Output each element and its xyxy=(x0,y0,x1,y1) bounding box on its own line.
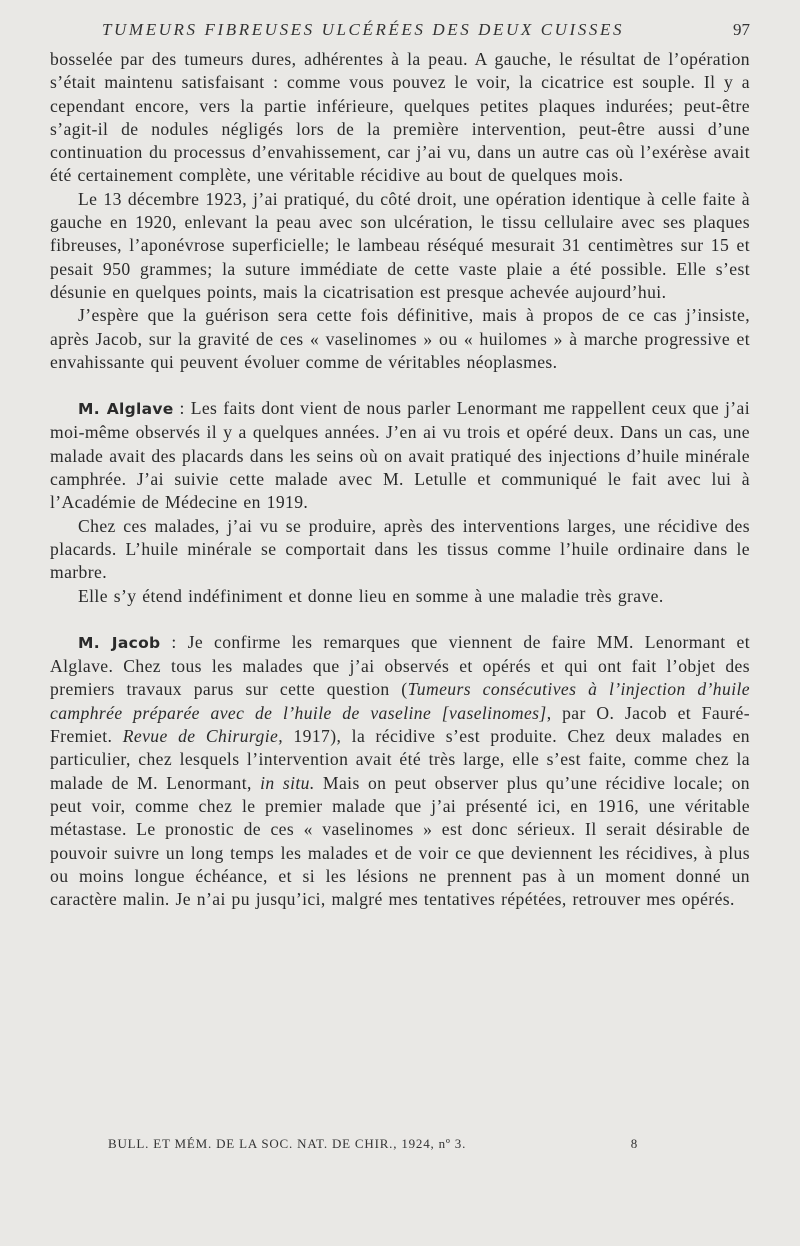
latin-term: in situ. xyxy=(260,772,315,793)
paragraph-operation: Le 13 décembre 1923, j’ai pratiqué, du côté droit, une opération identique à celle faite à gauche en 1920, enlevant la peau avec son ulcération, le tissu cellulaire avec ses plaques fibreuses, l’aponévrose superficielle; le lambeau réséqué mesurait 31 centimètres sur 15 et pesait 950 grammes; la suture immédiate de cette vaste plaie a été possible. Elle s’est désunie en quelques points, mais la cicatrisation est presque achevée aujourd’hui. xyxy=(50,188,750,302)
paragraph-alglave-2: Chez ces malades, j’ai vu se produire, après des interventions larges, une récidive des placards. L’huile minérale se comportait dans les tissus comme l’huile ordinaire dans le marbre. xyxy=(50,515,750,583)
sheet-number: 8 xyxy=(630,1136,638,1151)
paragraph-text: 1917), la récidive s’est produite. Chez deux malades en particulier, chez lesquels l’intervention avait été très large, elle s’est faite, comme chez la malade de M. Lenormant, xyxy=(50,726,751,793)
footer-citation: BULL. ET MÉM. DE LA SOC. NAT. DE CHIR., 1924, nº 3. xyxy=(108,1136,467,1151)
paragraph-alglave xyxy=(50,397,750,514)
body-text xyxy=(50,48,750,911)
citation-title: Tumeurs consécutives à l’injection d’huile camphrée préparée avec de l’huile de vaseline [vaselinomes] xyxy=(50,679,750,723)
running-title: TUMEURS FIBREUSES ULCÉRÉES DES DEUX CUISSES xyxy=(102,20,625,39)
paragraph-text: : Les faits dont vient de nous parler Lenormant me rappellent ceux que j’ai moi-même observés il y a quelques années. J’en ai vu trois et opéré deux. Dans un cas, une malade avait des placards dans les seins où on avait pratiqué des injections d’huile minérale camphrée. J’ai suivie cette malade avec M. Letulle et communiqué le fait avec lui à l’Académie de Médecine en 1919. xyxy=(50,398,750,513)
running-header xyxy=(50,16,750,48)
paragraph-text: : Je confirme les remarques que viennent de faire MM. Lenormant et Alglave. Chez tous les malades que j’ai observés et opérés et qui ont fait l’objet des premiers travaux parus sur cette question ( xyxy=(50,631,750,700)
paragraph-conclusion: J’espère que la guérison sera cette fois définitive, mais à propos de ce cas j’insiste, après Jacob, sur la gravité de ces « vaselinomes » ou « huilomes » à marche progressive et envahissante qui peuvent évoluer comme de véritables néoplasmes. xyxy=(50,305,750,372)
page-number: 97 xyxy=(733,20,750,39)
page-footer xyxy=(108,1136,638,1152)
speaker-name: M. Jacob xyxy=(78,633,161,652)
paragraph-alglave-3: Elle s’y étend indéfiniment et donne lieu en somme à une maladie très grave. xyxy=(78,585,664,606)
speaker-name: M. Alglave xyxy=(78,400,174,419)
journal-title: Revue de Chirurgie, xyxy=(122,726,284,747)
paragraph-text: Mais on peut observer plus qu’une récidive locale; on peut voir, comme chez le premier malade que j’ai présenté ici, en 1916, une véritable métastase. Le pronostic de ces « vaselinomes » est donc sérieux. Il serait désirable de pouvoir suivre un long temps les malades et de voir ce que deviennent les récidives, à plus ou moins longue échéance, et si les lésions ne prennent pas à un moment donné un caractère malin. Je n’ai pu jusqu’ici, malgré mes tentatives répétées, retrouver mes opérés. xyxy=(50,772,751,910)
paragraph-continuation: bosselée par des tumeurs dures, adhérentes à la peau. A gauche, le résultat de l’opération s’était maintenu satisfaisant : comme vous pouvez le voir, la cicatrice est souple. Il y a cependant encore, vers la partie inférieure, quelques petites plaques indurées; peut-être s’agit-il de nodules négligés lors de la première intervention, peut-être aussi d’une continuation du processus d’envahissement, car j’ai vu, dans un autre cas où l’exérèse avait été certainement complète, une véritable récidive au bout de quelques mois. xyxy=(50,49,750,186)
paragraph-jacob xyxy=(50,631,750,912)
citation-authors: , par O. Jacob et Fauré-Fremiet. xyxy=(50,702,751,747)
